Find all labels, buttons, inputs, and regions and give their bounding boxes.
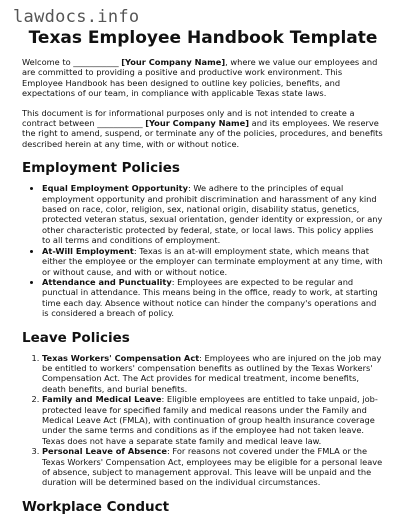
policy-term: Equal Employment Opportunity xyxy=(42,183,188,194)
list-item xyxy=(42,394,384,446)
policy-text: : We adhere to the principles of equal employment opportunity and prohibit discrimination and harassment of any kind based on race, color, religion, sex, national origin, disability status, genetics, protected veteran status, sexual orientation, gender identity or expression, or any other characteristic protected by federal, state, or local laws. This policy applies to all terms and conditions of employment. xyxy=(42,183,383,246)
list-item xyxy=(42,353,384,395)
policy-term: Family and Medical Leave xyxy=(42,394,162,405)
list-item xyxy=(42,277,384,319)
policy-term: Texas Workers' Compensation Act xyxy=(42,352,200,363)
section-heading-leave: Leave Policies xyxy=(22,329,130,346)
policy-term: Personal Leave of Absence xyxy=(42,446,167,457)
section-heading-conduct: Workplace Conduct xyxy=(22,498,170,515)
company-name-placeholder: [Your Company Name] xyxy=(121,57,226,67)
intro-text: Welcome to xyxy=(22,57,74,67)
policy-text: : Employees who are injured on the job may be entitled to workers' compensation benefits as outlined by the Texas Workers' Compensation Act. The Act provides for medical treatment, income benefits, death benefits, and burial benefits. xyxy=(42,352,382,394)
company-name-placeholder: [Your Company Name] xyxy=(145,118,250,129)
policy-text: : For reasons not covered under the FMLA or the Texas Workers' Compensation Act, employees may be eligible for a personal leave of absence, subject to management approval. This leave will be unpaid and the duration will be determined based on the individual circumstances. xyxy=(42,446,383,488)
list-item xyxy=(42,183,384,245)
policy-term: Attendance and Punctuality xyxy=(42,276,172,287)
intro-text: This document is for informational purposes only and is not intended to create a contract between xyxy=(22,107,355,129)
blank-line: ___________ xyxy=(73,57,119,67)
policy-text: : Texas is an at-will employment state, which means that either the employee or the employer can terminate employment at any time, with or without cause, and with or without notice. xyxy=(42,245,383,277)
blank-line: ___________ xyxy=(97,118,143,129)
list-item xyxy=(42,246,384,277)
policy-term: At-Will Employment xyxy=(42,245,134,256)
intro-text: , where we value our employees and are committed to providing a positive and productive work environment. This Employee Handbook has been designed to outline key policies, benefits, and expectations of our team, in compliance with applicable Texas state laws. xyxy=(22,57,378,99)
document-page xyxy=(22,27,384,517)
site-watermark: lawdocs.info xyxy=(13,7,140,27)
policy-text: : Employees are expected to be regular and punctual in attendance. This means being in the office, ready to work, at starting time each day. Absence without notice can hinder the company's operations and is considered a breach of policy. xyxy=(42,276,378,319)
section-heading-employment: Employment Policies xyxy=(22,160,180,177)
intro-text: and its employees. We reserve the right to amend, suspend, or terminate any of the policies, procedures, and benefits described herein at any time, with or without notice. xyxy=(22,118,383,149)
leave-policy-list xyxy=(22,353,384,488)
document-title: Texas Employee Handbook Template xyxy=(28,28,378,48)
intro-paragraph-disclaimer xyxy=(22,108,384,150)
employment-policy-list xyxy=(22,183,384,318)
list-item xyxy=(42,446,384,488)
policy-text: : Eligible employees are entitled to take unpaid, job-protected leave for specified family and medical reasons under the Family and Medical Leave Act (FMLA), with continuation of group health insurance coverage under the same terms and conditions as if the employee had not taken leave. Texas does not have a separate state family and medical leave law. xyxy=(42,394,378,446)
intro-paragraph-welcome xyxy=(22,57,384,99)
